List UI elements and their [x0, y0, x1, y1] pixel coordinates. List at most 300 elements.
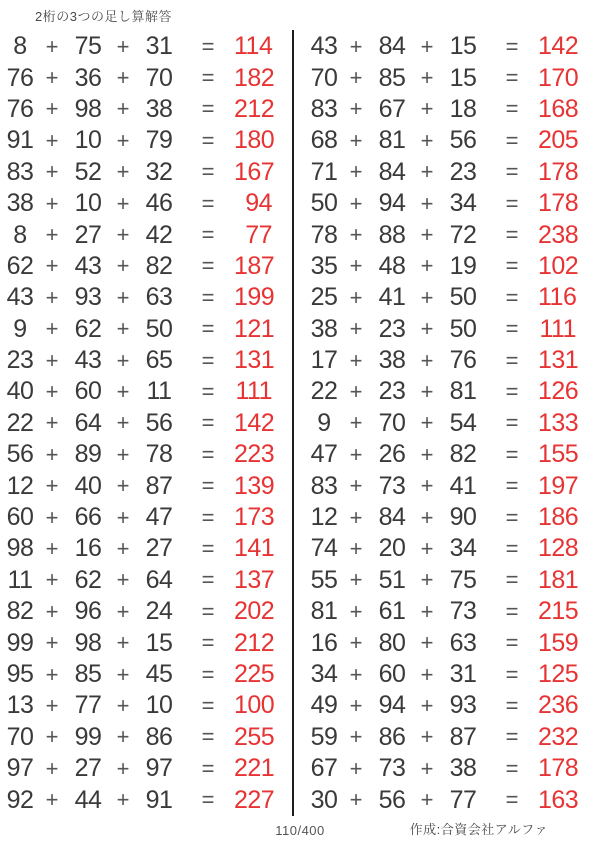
answer-value: 178 — [538, 157, 579, 186]
plus-operator: + — [420, 127, 434, 153]
answer-value: 168 — [538, 94, 579, 123]
plus-operator: + — [420, 567, 434, 593]
answer-value: 170 — [538, 63, 579, 92]
equals-operator: = — [505, 473, 519, 499]
equals-operator: = — [201, 316, 215, 342]
operand-2: 98 — [74, 94, 102, 123]
operand-1: 76 — [6, 63, 34, 92]
equation-row — [2, 565, 282, 596]
operand-1: 83 — [310, 94, 338, 123]
operand-1: 9 — [13, 314, 27, 343]
equals-operator: = — [505, 504, 519, 530]
plus-operator: + — [116, 159, 130, 185]
equals-operator: = — [201, 378, 215, 404]
operand-3: 63 — [449, 628, 477, 657]
answer-value: 238 — [538, 220, 579, 249]
operand-2: 94 — [378, 189, 406, 218]
equation-row — [2, 376, 282, 407]
operand-1: 38 — [6, 189, 34, 218]
answer-value: 236 — [538, 691, 579, 720]
operand-2: 73 — [378, 754, 406, 783]
answer-value: 131 — [234, 346, 275, 375]
operand-2: 44 — [74, 785, 102, 814]
equals-operator: = — [201, 347, 215, 373]
equation-row — [306, 690, 586, 721]
equals-operator: = — [201, 96, 215, 122]
equals-operator: = — [201, 535, 215, 561]
operand-3: 34 — [449, 534, 477, 563]
plus-operator: + — [116, 630, 130, 656]
operand-2: 62 — [74, 565, 102, 594]
operand-1: 50 — [310, 189, 338, 218]
plus-operator: + — [420, 253, 434, 279]
operand-3: 15 — [449, 63, 477, 92]
operand-3: 34 — [449, 189, 477, 218]
plus-operator: + — [349, 692, 363, 718]
plus-operator: + — [116, 504, 130, 530]
equals-operator: = — [505, 692, 519, 718]
operand-3: 15 — [449, 32, 477, 61]
operand-1: 11 — [7, 565, 33, 594]
plus-operator: + — [420, 33, 434, 59]
answer-value: 202 — [234, 597, 275, 626]
equation-row — [306, 219, 586, 250]
answer-value: 163 — [538, 785, 579, 814]
plus-operator: + — [116, 65, 130, 91]
plus-operator: + — [420, 661, 434, 687]
plus-operator: + — [349, 96, 363, 122]
operand-2: 80 — [378, 628, 406, 657]
equation-row — [2, 314, 282, 345]
plus-operator: + — [45, 190, 59, 216]
equals-operator: = — [201, 253, 215, 279]
answer-value: 178 — [538, 754, 579, 783]
operand-3: 38 — [145, 94, 173, 123]
operand-2: 38 — [378, 346, 406, 375]
operand-3: 64 — [145, 565, 173, 594]
operand-3: 82 — [145, 251, 173, 280]
plus-operator: + — [420, 692, 434, 718]
equals-operator: = — [505, 567, 519, 593]
equals-operator: = — [201, 661, 215, 687]
page-title: 2桁の3つの足し算解答 — [35, 9, 172, 24]
answer-value: 125 — [538, 660, 579, 688]
operand-1: 22 — [310, 377, 338, 406]
equation-row — [306, 502, 586, 533]
operand-2: 27 — [74, 754, 102, 783]
equals-operator: = — [201, 473, 215, 499]
equation-row — [2, 188, 282, 219]
plus-operator: + — [349, 724, 363, 750]
answer-value: 181 — [538, 565, 579, 594]
answer-value: 142 — [538, 32, 579, 61]
plus-operator: + — [349, 630, 363, 656]
answer-value: 167 — [234, 157, 275, 186]
plus-operator: + — [349, 65, 363, 91]
equals-operator: = — [201, 65, 215, 91]
operand-1: 55 — [310, 565, 338, 594]
plus-operator: + — [349, 378, 363, 404]
answer-value: 137 — [234, 565, 275, 594]
operand-3: 11 — [146, 377, 172, 406]
plus-operator: + — [45, 504, 59, 530]
operand-1: 17 — [310, 346, 338, 375]
equals-operator: = — [505, 535, 519, 561]
equals-operator: = — [505, 159, 519, 185]
plus-operator: + — [420, 535, 434, 561]
operand-3: 70 — [145, 63, 173, 92]
plus-operator: + — [45, 692, 59, 718]
plus-operator: + — [420, 598, 434, 624]
equals-operator: = — [505, 630, 519, 656]
plus-operator: + — [45, 567, 59, 593]
operand-3: 41 — [449, 471, 477, 500]
plus-operator: + — [45, 630, 59, 656]
answer-value: 182 — [234, 63, 275, 92]
operand-1: 82 — [6, 597, 34, 626]
equation-row — [306, 282, 586, 313]
equation-row — [306, 784, 586, 815]
plus-operator: + — [116, 284, 130, 310]
operand-2: 43 — [74, 346, 102, 375]
operand-1: 38 — [310, 314, 338, 343]
operand-2: 20 — [378, 534, 406, 563]
answer-value: 255 — [234, 722, 275, 751]
plus-operator: + — [420, 724, 434, 750]
answer-value: 155 — [538, 440, 579, 469]
operand-2: 70 — [378, 408, 406, 437]
answer-value: 111 — [235, 377, 272, 406]
plus-operator: + — [116, 661, 130, 687]
equals-operator: = — [505, 755, 519, 781]
plus-operator: + — [116, 535, 130, 561]
equation-row — [2, 408, 282, 439]
plus-operator: + — [420, 504, 434, 530]
plus-operator: + — [420, 347, 434, 373]
equation-row — [306, 62, 586, 93]
answer-value: 180 — [234, 126, 275, 155]
plus-operator: + — [349, 159, 363, 185]
answer-value: 186 — [538, 503, 579, 532]
operand-3: 38 — [449, 754, 477, 783]
operand-1: 71 — [310, 157, 338, 186]
equation-row — [2, 282, 282, 313]
plus-operator: + — [349, 598, 363, 624]
operand-2: 23 — [378, 377, 406, 406]
plus-operator: + — [116, 410, 130, 436]
equation-row — [2, 659, 282, 690]
plus-operator: + — [116, 222, 130, 248]
operand-3: 47 — [145, 503, 173, 532]
operand-2: 56 — [378, 785, 406, 814]
equation-row — [2, 94, 282, 125]
plus-operator: + — [420, 190, 434, 216]
equation-row — [2, 470, 282, 501]
answer-value: 94 — [245, 189, 272, 218]
answer-value: 212 — [234, 628, 275, 657]
plus-operator: + — [116, 441, 130, 467]
operand-2: 85 — [378, 63, 406, 92]
operand-1: 43 — [6, 283, 34, 312]
operand-3: 56 — [145, 408, 173, 437]
operand-3: 82 — [449, 440, 477, 469]
operand-2: 52 — [74, 157, 102, 186]
equation-row — [2, 345, 282, 376]
operand-2: 81 — [378, 126, 406, 155]
equation-row — [2, 784, 282, 815]
plus-operator: + — [45, 347, 59, 373]
operand-2: 16 — [74, 534, 102, 563]
operand-3: 45 — [145, 660, 173, 688]
operand-3: 10 — [145, 691, 173, 720]
operand-2: 94 — [378, 691, 406, 720]
operand-3: 77 — [449, 785, 477, 814]
equals-operator: = — [505, 441, 519, 467]
operand-2: 23 — [378, 314, 406, 343]
operand-2: 48 — [378, 251, 406, 280]
equation-row — [306, 659, 586, 690]
operand-2: 75 — [74, 32, 102, 61]
equals-operator: = — [201, 630, 215, 656]
equals-operator: = — [505, 661, 519, 687]
equation-row — [306, 157, 586, 188]
plus-operator: + — [349, 441, 363, 467]
equals-operator: = — [505, 253, 519, 279]
problems-column-right — [306, 31, 586, 816]
operand-1: 74 — [310, 534, 338, 563]
operand-1: 25 — [310, 283, 338, 312]
equals-operator: = — [505, 598, 519, 624]
operand-1: 68 — [310, 126, 338, 155]
equation-row — [2, 533, 282, 564]
operand-2: 51 — [378, 565, 406, 594]
operand-1: 8 — [13, 32, 27, 61]
plus-operator: + — [349, 504, 363, 530]
plus-operator: + — [45, 253, 59, 279]
answer-value: 221 — [234, 754, 275, 783]
plus-operator: + — [45, 787, 59, 813]
answer-value: 197 — [538, 471, 579, 500]
plus-operator: + — [420, 410, 434, 436]
operand-2: 36 — [74, 63, 102, 92]
plus-operator: + — [116, 787, 130, 813]
plus-operator: + — [45, 33, 59, 59]
operand-3: 31 — [449, 660, 477, 688]
equals-operator: = — [505, 33, 519, 59]
equation-row — [2, 125, 282, 156]
equation-row — [2, 251, 282, 282]
equation-row — [306, 314, 586, 345]
operand-2: 73 — [378, 471, 406, 500]
equals-operator: = — [201, 598, 215, 624]
equation-row — [306, 722, 586, 753]
equals-operator: = — [201, 755, 215, 781]
operand-1: 70 — [310, 63, 338, 92]
equation-row — [2, 62, 282, 93]
operand-1: 70 — [6, 722, 34, 751]
plus-operator: + — [349, 284, 363, 310]
plus-operator: + — [45, 222, 59, 248]
operand-2: 61 — [378, 597, 406, 626]
operand-3: 24 — [145, 597, 173, 626]
answer-value: 133 — [538, 408, 579, 437]
operand-2: 43 — [74, 251, 102, 280]
equation-row — [306, 31, 586, 62]
operand-3: 46 — [145, 189, 173, 218]
operand-3: 81 — [449, 377, 477, 406]
plus-operator: + — [116, 724, 130, 750]
plus-operator: + — [45, 724, 59, 750]
operand-1: 98 — [6, 534, 34, 563]
plus-operator: + — [116, 190, 130, 216]
equation-row — [306, 94, 586, 125]
operand-3: 79 — [145, 126, 173, 155]
equals-operator: = — [505, 316, 519, 342]
credit-text: 作成:合資会社アルファ — [409, 822, 548, 837]
answer-value: 102 — [538, 251, 579, 280]
plus-operator: + — [45, 473, 59, 499]
plus-operator: + — [45, 378, 59, 404]
column-divider — [292, 30, 294, 816]
plus-operator: + — [349, 253, 363, 279]
operand-1: 99 — [6, 628, 34, 657]
plus-operator: + — [420, 755, 434, 781]
operand-2: 84 — [378, 157, 406, 186]
plus-operator: + — [116, 316, 130, 342]
plus-operator: + — [349, 127, 363, 153]
operand-1: 83 — [6, 157, 34, 186]
plus-operator: + — [116, 598, 130, 624]
plus-operator: + — [45, 598, 59, 624]
operand-1: 43 — [310, 32, 338, 61]
plus-operator: + — [116, 378, 130, 404]
equals-operator: = — [201, 724, 215, 750]
plus-operator: + — [420, 284, 434, 310]
plus-operator: + — [420, 65, 434, 91]
plus-operator: + — [349, 567, 363, 593]
answer-value: 223 — [234, 440, 275, 469]
operand-3: 19 — [449, 251, 477, 280]
equals-operator: = — [505, 787, 519, 813]
plus-operator: + — [116, 692, 130, 718]
operand-1: 56 — [6, 440, 34, 469]
equation-row — [306, 345, 586, 376]
operand-1: 62 — [6, 251, 34, 280]
operand-3: 18 — [449, 94, 477, 123]
plus-operator: + — [116, 567, 130, 593]
equation-row — [306, 251, 586, 282]
plus-operator: + — [349, 222, 363, 248]
answer-value: 139 — [234, 471, 275, 500]
operand-1: 95 — [6, 660, 34, 688]
plus-operator: + — [116, 127, 130, 153]
plus-operator: + — [349, 535, 363, 561]
equals-operator: = — [201, 222, 215, 248]
operand-2: 89 — [74, 440, 102, 469]
page-number: 110/400 — [275, 823, 325, 838]
plus-operator: + — [45, 410, 59, 436]
equation-row — [306, 408, 586, 439]
operand-3: 76 — [449, 346, 477, 375]
equals-operator: = — [505, 190, 519, 216]
operand-1: 47 — [310, 440, 338, 469]
equation-row — [2, 690, 282, 721]
plus-operator: + — [349, 755, 363, 781]
operand-1: 76 — [6, 94, 34, 123]
operand-2: 62 — [74, 314, 102, 343]
operand-3: 54 — [449, 408, 477, 437]
operand-2: 66 — [74, 503, 102, 532]
operand-3: 32 — [145, 157, 173, 186]
answer-value: 126 — [538, 377, 579, 406]
answer-value: 114 — [234, 32, 273, 61]
operand-1: 9 — [317, 408, 331, 437]
operand-2: 86 — [378, 722, 406, 751]
plus-operator: + — [349, 190, 363, 216]
operand-2: 26 — [378, 440, 406, 469]
equals-operator: = — [505, 127, 519, 153]
plus-operator: + — [420, 159, 434, 185]
plus-operator: + — [45, 96, 59, 122]
plus-operator: + — [420, 378, 434, 404]
equation-row — [306, 188, 586, 219]
operand-1: 91 — [6, 126, 34, 155]
operand-2: 10 — [74, 126, 102, 155]
equals-operator: = — [505, 222, 519, 248]
equals-operator: = — [201, 441, 215, 467]
operand-3: 15 — [145, 628, 173, 657]
operand-3: 97 — [145, 754, 173, 783]
operand-2: 93 — [74, 283, 102, 312]
equals-operator: = — [505, 65, 519, 91]
answer-value: 128 — [538, 534, 579, 563]
answer-value: 116 — [538, 283, 577, 312]
operand-3: 87 — [449, 722, 477, 751]
answer-value: 159 — [538, 628, 579, 657]
plus-operator: + — [45, 441, 59, 467]
operand-2: 99 — [74, 722, 102, 751]
plus-operator: + — [116, 473, 130, 499]
operand-3: 91 — [145, 785, 173, 814]
operand-2: 96 — [74, 597, 102, 626]
operand-3: 93 — [449, 691, 477, 720]
operand-2: 60 — [74, 377, 102, 406]
plus-operator: + — [420, 316, 434, 342]
operand-2: 88 — [378, 220, 406, 249]
operand-2: 98 — [74, 628, 102, 657]
equation-row — [2, 439, 282, 470]
operand-2: 40 — [74, 471, 102, 500]
operand-3: 65 — [145, 346, 173, 375]
operand-2: 60 — [378, 660, 406, 688]
operand-1: 78 — [310, 220, 338, 249]
operand-2: 77 — [74, 691, 102, 720]
plus-operator: + — [45, 755, 59, 781]
equals-operator: = — [201, 127, 215, 153]
operand-3: 42 — [145, 220, 173, 249]
equals-operator: = — [201, 504, 215, 530]
operand-1: 83 — [310, 471, 338, 500]
equals-operator: = — [505, 410, 519, 436]
operand-2: 10 — [74, 189, 102, 218]
plus-operator: + — [116, 755, 130, 781]
equation-row — [306, 565, 586, 596]
equation-row — [306, 753, 586, 784]
operand-1: 60 — [6, 503, 34, 532]
operand-2: 64 — [74, 408, 102, 437]
equation-row — [2, 502, 282, 533]
plus-operator: + — [45, 316, 59, 342]
